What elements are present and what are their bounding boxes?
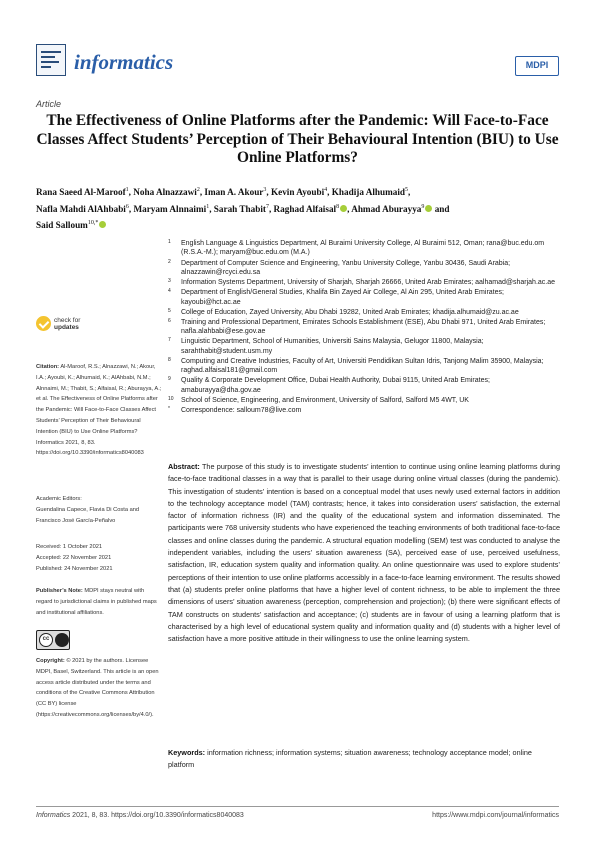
author-affil-sup: 9: [421, 203, 425, 210]
accepted-date: Accepted: 22 November 2021: [36, 554, 112, 561]
author-list: Rana Saeed Al-Maroof$^1$, Noha Alnazzawi$^2$, Iman A. Akour$^3$, Kevin Ayoubi$^4$, Khadija Alhumaid$^5$, Nafla Mahdi AlAhbabi$^6$, Maryam Alnnaimi$^1$, Sarah Thabit$^7$, Raghad Alfaisal$^8$ , Ahmad Aburayya$^9$ and Said Salloum$^{10,*}$: [36, 187, 450, 231]
affiliation-text: Quality & Corporate Development Office, Dubai Health Authority, Dubai 9115, United Arab Emirates; amaburayya@dha.gov.ae: [181, 377, 490, 394]
publisher-note-text: MDPI stays neutral with regard to jurisdictional claims in published maps and institutional affiliations.: [36, 588, 157, 616]
check-updates-label: check for: [54, 317, 81, 324]
affiliation-item: [168, 288, 562, 307]
copyright-block: [36, 656, 162, 721]
affiliation-text: Department of Computer Science and Engineering, Yanbu University College, Yanbu 30436, Saudi Arabia; alnazzawin@rcyci.edu.sa: [181, 259, 511, 276]
by-icon: [55, 633, 69, 647]
author-affil-sup: 4: [324, 187, 328, 193]
affiliation-text: Correspondence: salloum78@live.com: [181, 406, 302, 414]
affiliation-text: Department of English/General Studies, Khalifa Bin Zayed Air College, Al Ain 295, United Arab Emirates; kayoubi@hct.ac.ae: [181, 289, 504, 306]
author-affil-sup: 10,*: [87, 220, 99, 227]
footer-citation: [36, 812, 244, 819]
copyright-label: Copyright:: [36, 658, 65, 664]
journal-logo-icon: [36, 44, 66, 76]
academic-editors-block: [36, 494, 162, 526]
academic-editors-label: Academic Editors:: [36, 496, 82, 502]
affiliation-text: School of Science, Engineering, and Environment, University of Salford, Salford M5 4WT, UK: [181, 396, 469, 404]
affiliation-item: [168, 376, 562, 395]
orcid-icon[interactable]: [340, 205, 347, 212]
check-for-updates-button[interactable]: [36, 316, 106, 332]
check-updates-icon: [36, 316, 51, 331]
page-header: [36, 44, 559, 84]
abstract-text: The purpose of this study is to investigate students’ intention to continue using online learning platforms during face-to-face traditional classes in a way that is parallel to their usage during online virtual classes (during the pandemic). This investigation of students’ intention is based on a conceptual model that uses newly used external factors in addition to the technology acceptance model (TAM) contrasts; hence, it takes into consideration users’ satisfaction, the external factor of information richness (IR) and the quality of the educational system and information disseminated. The participants were 768 university students who have experienced the teaching environments of both traditional face-to-face classes and online classes during the pandemic. A structural equation modelling (SEM) test was conducted to analyse the independent variables, including the users’ situation awareness (SA), perceived ease of use, perceived usefulness, satisfaction, IR, education system quality and information quality. An online questionnaire was used to explore students’ perceptions of their intention to use online platforms accessibly in a face-to-face learning environment. The results showed that (a) students prefer online platforms that have a higher level of content richness, to be able to implement the three dimensions of users’ situation awareness (perception, comprehension and projection); (b) there were significant effects of TAM constructs on students’ satisfaction and acceptance; (c) students are in favour of using a learning platform that is characterised by a high level of educational system quality and information quality and (d) students with a higher level of satisfaction have a more positive attitude in their willingness to use the online learning system.: [168, 462, 560, 644]
author-name: Nafla Mahdi AlAhbabi: [36, 203, 126, 214]
affiliation-number: 6: [168, 317, 171, 324]
affiliation-text: Computing and Creative Industries, Faculty of Art, Universiti Pendidikan Sultan Idris, Tanjong Malim 35900, Malaysia; raghad.alfaisal181@gmail.com: [181, 357, 544, 375]
author-affil-sup: 1: [125, 187, 129, 193]
published-date: Published: 24 November 2021: [36, 565, 113, 572]
author-affil-sup: 5: [405, 187, 409, 193]
affiliation-number: 9: [168, 376, 171, 383]
footer-journal: Informatics: [36, 812, 71, 819]
affiliation-text: Training and Professional Department, Emirates Schools Establishment (ESE), Abu Dhabi 971, United Arab Emirates; nafla.alahbabi@ese.gov.ae: [181, 318, 546, 336]
footer-journal-url[interactable]: https://www.mdpi.com/journal/informatics: [432, 812, 559, 819]
affiliation-text: Information Systems Department, University of Sharjah, Sharjah 26666, United Arab Emirates; aalhamad@sharjah.ac.ae: [181, 279, 556, 286]
citation-block: [36, 362, 162, 459]
affiliation-item: [168, 337, 562, 356]
affiliation-item: [168, 318, 562, 337]
abstract: [168, 461, 560, 645]
affiliation-text: College of Education, Zayed University, Abu Dhabi 19282, United Arab Emirates; khadija.alhumaid@zu.ac.ae: [181, 308, 519, 316]
author-affil-sup: 6: [125, 203, 129, 210]
affiliation-number: 2: [168, 258, 171, 265]
author-affil-sup: 8: [336, 203, 340, 210]
citation-label: Citation:: [36, 364, 60, 370]
keywords-label: Keywords:: [168, 748, 206, 757]
publisher-note-label: Publisher’s Note:: [36, 588, 83, 594]
author-name: Noha Alnazzawi: [133, 187, 197, 198]
affiliation-item: [168, 308, 562, 317]
affiliation-number: 4: [168, 288, 171, 295]
check-updates-label-bold: updates: [54, 324, 79, 331]
affiliation-item: [168, 357, 562, 376]
orcid-icon[interactable]: [425, 205, 432, 212]
affiliation-item: [168, 239, 562, 258]
mdpi-logo-text: MDPI: [525, 60, 549, 70]
orcid-icon[interactable]: [99, 221, 106, 228]
publisher-note-block: [36, 586, 162, 618]
affiliation-item: [168, 278, 562, 287]
author-affil-sup: 1: [206, 203, 210, 210]
affiliation-number: 8: [168, 356, 171, 363]
keywords-text: information richness; information systems; situation awareness; technology acceptance model; online platform: [168, 748, 532, 770]
author-name: Khadija Alhumaid: [331, 187, 406, 198]
affiliation-list: [168, 239, 562, 416]
journal-name: informatics: [74, 50, 174, 74]
author-affil-sup: 2: [196, 187, 200, 193]
author-name: Said Salloum: [36, 220, 88, 231]
cc-by-license-icon[interactable]: [36, 630, 70, 650]
author-name: Maryam Alnnaimi: [133, 203, 207, 214]
affiliation-number: 5: [168, 307, 171, 314]
keywords: [168, 747, 560, 772]
article-type: Article: [36, 99, 62, 109]
author-name: Kevin Ayoubi: [270, 187, 325, 198]
affiliation-text: English Language & Linguistics Department, Al Buraimi University College, Al Buraimi 512, Oman; rana@buc.edu.om (R.S.A.-M.); maryam@buc.edu.om (M.A.): [181, 240, 545, 257]
author-affil-sup: 7: [265, 203, 269, 210]
author-affil-sup: 3: [263, 187, 267, 193]
affiliation-item: [168, 396, 562, 405]
affiliation-item: [168, 259, 562, 278]
affiliation-number: 7: [168, 337, 171, 344]
academic-editors-text: Guendalina Capece, Flavia Di Costa and Francisco José García-Peñalvo: [36, 506, 140, 524]
affiliation-item: [168, 406, 562, 415]
author-name: Iman A. Akour: [204, 187, 264, 198]
cc-icon: cc: [39, 633, 53, 647]
author-name: Rana Saeed Al-Maroof: [36, 187, 126, 198]
received-date: Received: 1 October 2021: [36, 544, 103, 550]
affiliation-number: 10: [168, 395, 174, 402]
copyright-text: © 2021 by the authors. Licensee MDPI, Basel, Switzerland. This article is an open access article distributed under the terms and conditions of the Creative Commons Attribution (CC BY) license (https://creativecommons.org/licenses/by/4.0/).: [36, 658, 159, 718]
abstract-label: Abstract:: [168, 462, 200, 471]
author-name: Ahmad Aburayya: [351, 203, 422, 214]
footer-doi: 2021, 8, 83. https://doi.org/10.3390/informatics8040083: [70, 812, 244, 819]
affiliation-text: Linguistic Department, School of Humanities, Universiti Sains Malaysia, Gelugor 11800, Malaysia; sarahthabit@student.usm.my: [181, 338, 484, 355]
affiliation-number: 1: [168, 239, 171, 245]
author-name: Raghad Alfaisal: [273, 203, 337, 214]
mdpi-logo: [515, 56, 559, 76]
author-name: Sarah Thabit: [213, 203, 266, 214]
paper-title: The Effectiveness of Online Platforms after the Pandemic: Will Face-to-Face Classes Affect Students’ Perception of Their Behavioural Intention (BIU) to Use Online Platforms?: [36, 112, 559, 166]
affiliation-number: *: [168, 405, 170, 412]
dates-block: [36, 542, 162, 574]
citation-text: Al-Maroof, R.S.; Alnazzawi, N.; Akour, I.A.; Ayoubi, K.; Alhumaid, K.; AlAhbabi, N.M.; Alnnaimi, M.; Thabit, S.; Alfaisal, R.; Aburayya, A.; et al. The Effectiveness of Online Platforms after the Pandemic: Will Face-to-Face Classes Affect Students’ Perception of Their Behavioural Intention (BIU) to Use Online Platforms? Informatics 2021, 8, 83. https://doi.org/10.3390/informatics8040083: [36, 364, 162, 457]
footer-divider: [36, 806, 559, 807]
affiliation-number: 3: [168, 278, 171, 284]
